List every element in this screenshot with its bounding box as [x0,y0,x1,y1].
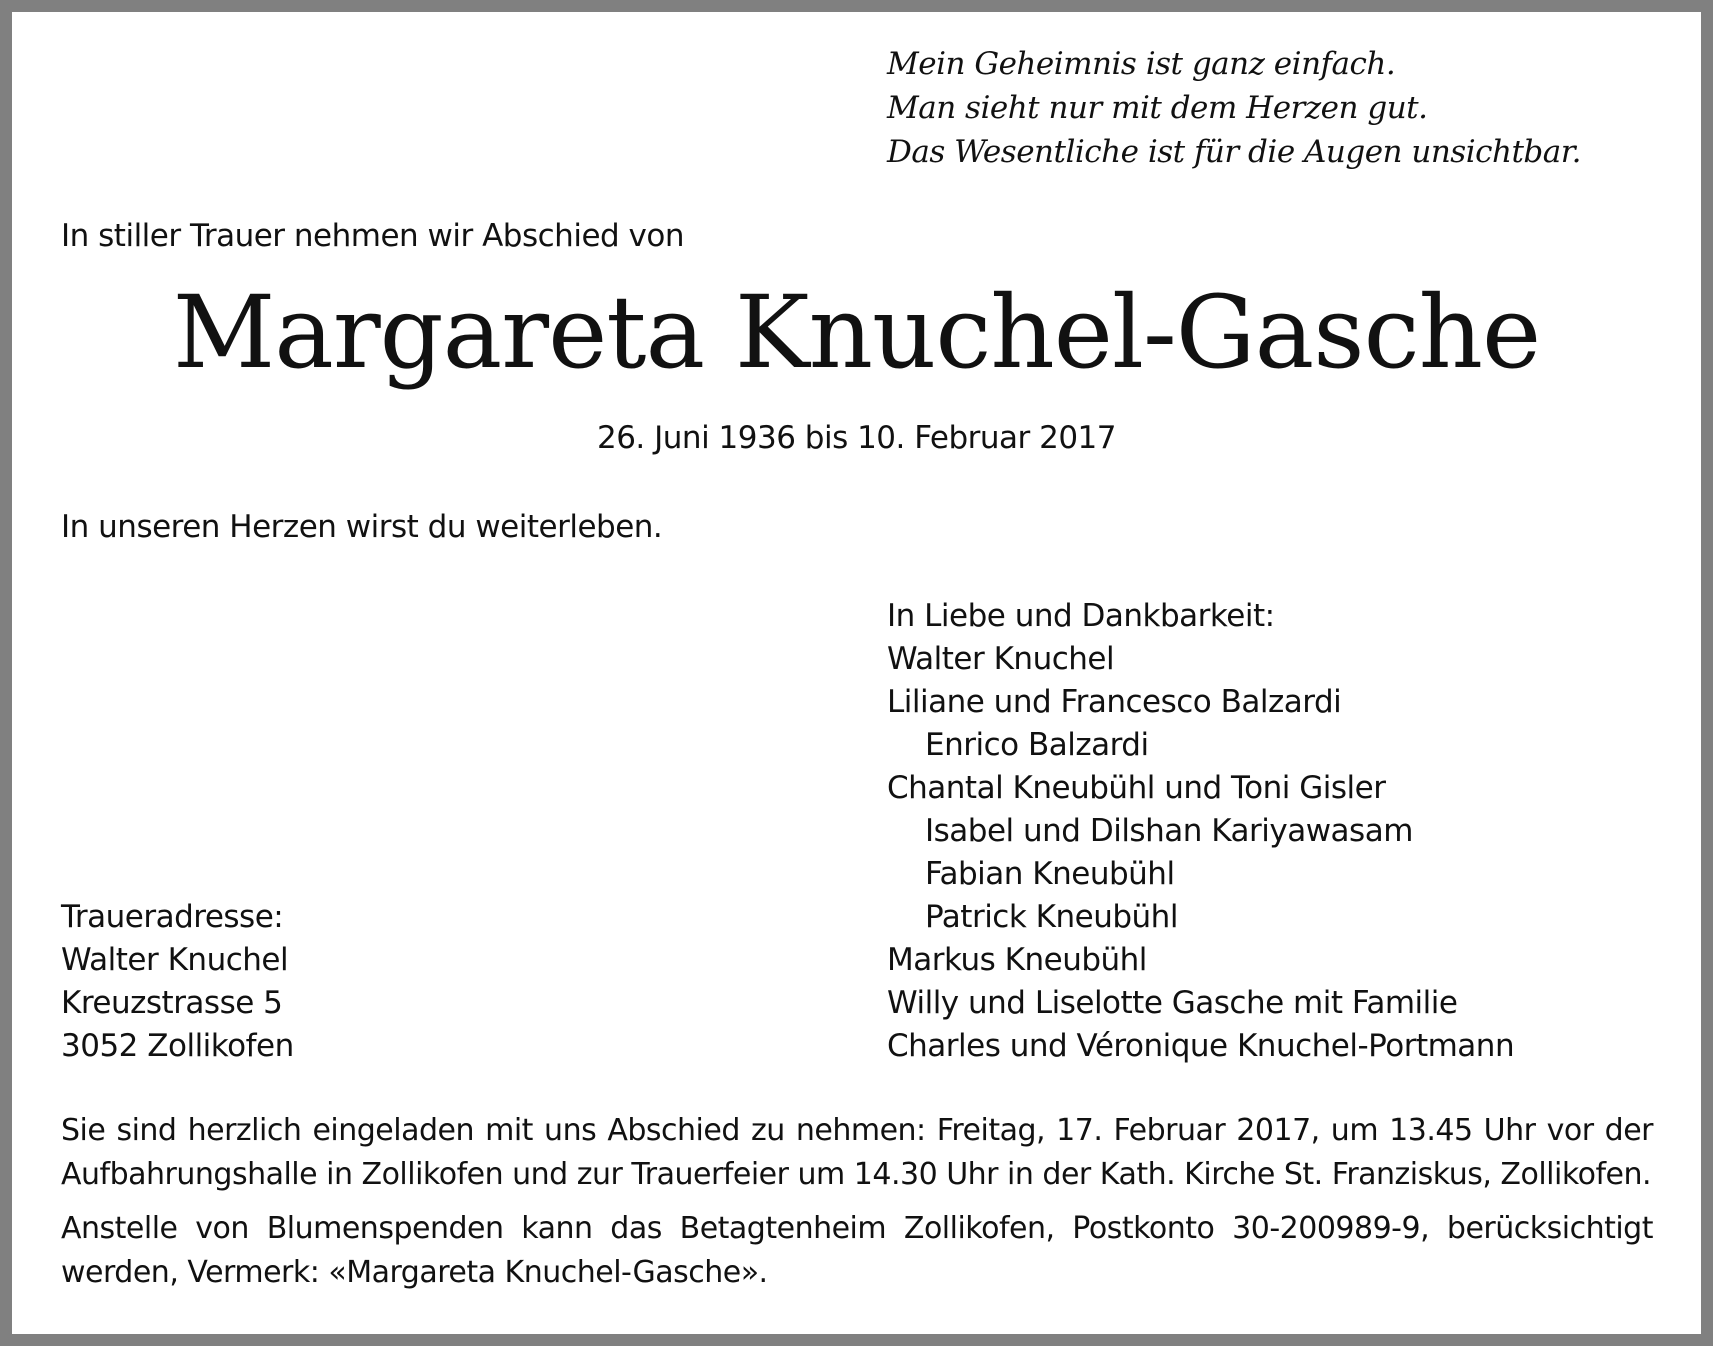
donation-text: Anstelle von Blumenspenden kann das Betagtenheim Zollikofen, Postkonto 30-200989-9, berücksichtigt werden, Vermerk: «Margareta Knuchel-Gasche». [61,1211,1653,1290]
address-street: Kreuzstrasse 5 [61,985,283,1021]
address-label: Traueradresse: [61,899,284,935]
life-dates: 26. Juni 1936 bis 10. Februar 2017 [596,420,1117,456]
family-member: Walter Knuchel [887,641,1115,677]
family-member: Isabel und Dilshan Kariyawasam [925,813,1413,849]
family-member: Willy und Liselotte Gasche mit Familie [887,985,1458,1021]
intro-text: In stiller Trauer nehmen wir Abschied von [61,218,685,254]
address-city: 3052 Zollikofen [61,1028,294,1064]
family-heading: In Liebe und Dankbarkeit: [887,598,1275,634]
family-member: Charles und Véronique Knuchel-Portmann [887,1028,1515,1064]
family-list [887,595,1514,1068]
farewell-text: In unseren Herzen wirst du weiterleben. [61,509,663,545]
invitation-text: Sie sind herzlich eingeladen mit uns Abschied zu nehmen: Freitag, 17. Februar 2017, um 13.45 Uhr vor der Aufbahrungshalle in Zollikofen und zur Trauerfeier um 14.30 Uhr in der Kath. Kirche St. Franziskus, Zollikofen. [61,1113,1653,1192]
quote-line: Das Wesentliche ist für die Augen unsichtbar. [887,134,1582,170]
family-member: Liliane und Francesco Balzardi [887,684,1342,720]
family-member: Fabian Kneubühl [925,856,1175,892]
address-name: Walter Knuchel [61,942,289,978]
deceased-name: Margareta Knuchel-Gasche [172,274,1541,391]
family-member: Patrick Kneubühl [925,899,1178,935]
quote-line: Man sieht nur mit dem Herzen gut. [887,90,1428,126]
family-member: Chantal Kneubühl und Toni Gisler [887,770,1386,806]
family-member: Enrico Balzardi [925,727,1149,763]
family-member: Markus Kneubühl [887,942,1147,978]
mourning-address [61,896,294,1068]
quote-line: Mein Geheimnis ist ganz einfach. [887,46,1396,82]
quote-block [887,42,1581,174]
